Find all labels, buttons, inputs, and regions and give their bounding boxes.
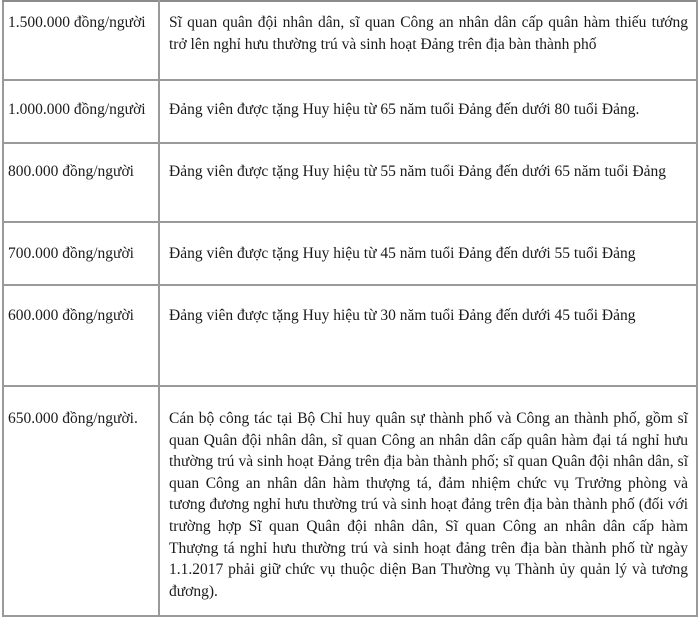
amount-cell: 800.000 đồng/người <box>3 143 159 222</box>
table-row <box>3 1 697 80</box>
table-row <box>3 80 697 143</box>
description-cell: Đảng viên được tặng Huy hiệu từ 65 năm tuổi Đảng đến dưới 80 tuổi Đảng. <box>159 80 697 143</box>
amount-cell: 600.000 đồng/người <box>3 285 159 386</box>
amount-cell: 700.000 đồng/người <box>3 222 159 285</box>
amount-cell: 1.000.000 đồng/người <box>3 80 159 143</box>
description-cell: Cán bộ công tác tại Bộ Chỉ huy quân sự thành phố và Công an thành phố, gồm sĩ quan Quân đội nhân dân, sĩ quan Công an nhân dân cấp quân hàm đại tá nghỉ hưu thường trú và sinh hoạt Đảng trên địa bàn thành phố; sĩ quan Quân đội nhân dân, sĩ quan Công an nhân dân hàm thượng tá, đảm nhiệm chức vụ Trưởng phòng và tương đương nghỉ hưu thường trú và sinh hoạt đảng trên địa bàn thành phố (đối với trường hợp Sĩ quan Quân đội nhân dân, Sĩ quan Công an nhân dân cấp hàm Thượng tá nghỉ hưu thường trú và sinh hoạt đảng trên địa bàn thành phố từ ngày 1.1.2017 phải giữ chức vụ thuộc diện Ban Thường vụ Thành ủy quản lý và tương đương). <box>159 386 697 616</box>
amount-cell: 650.000 đồng/người. <box>3 386 159 616</box>
description-cell: Sĩ quan quân đội nhân dân, sĩ quan Công an nhân dân cấp quân hàm thiếu tướng trở lên nghỉ hưu thường trú và sinh hoạt Đảng trên địa bàn thành phố <box>159 1 697 80</box>
description-cell: Đảng viên được tặng Huy hiệu từ 55 năm tuổi Đảng đến dưới 65 năm tuổi Đảng <box>159 143 697 222</box>
description-cell: Đảng viên được tặng Huy hiệu từ 45 năm tuổi Đảng đến dưới 55 tuổi Đảng <box>159 222 697 285</box>
table-row <box>3 285 697 386</box>
allowance-table <box>2 0 698 617</box>
amount-cell: 1.500.000 đồng/người <box>3 1 159 80</box>
table-row <box>3 222 697 285</box>
table-row <box>3 386 697 616</box>
description-cell: Đảng viên được tặng Huy hiệu từ 30 năm tuổi Đảng đến dưới 45 tuổi Đảng <box>159 285 697 386</box>
table-row <box>3 143 697 222</box>
